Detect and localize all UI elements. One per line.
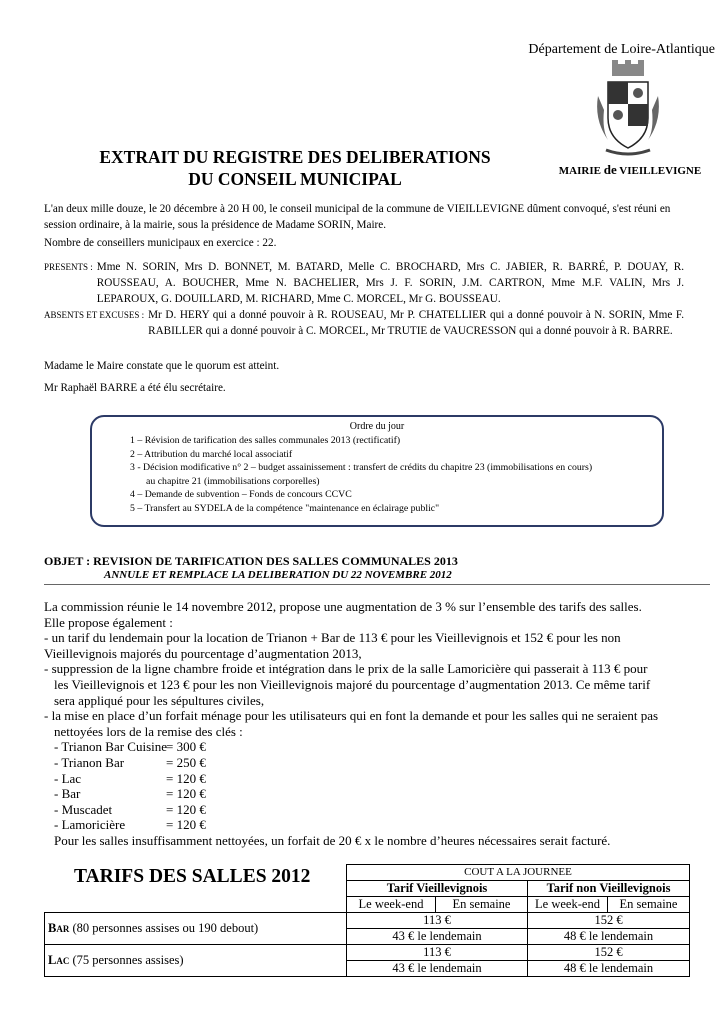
body-line: - suppression de la ligne chambre froide et intégration dans le prix de la salle Lamoricière qui passerait à 113 € pour: [44, 661, 648, 677]
agenda-item: 1 – Révision de tarification des salles communales 2013 (rectificatif): [130, 435, 401, 446]
presents-text: Mme N. SORIN, Mrs D. BONNET, M. BATARD, Melle C. BROCHARD, Mrs C. JABIER, R. BARRÉ, P. DOUAY, R. ROUSSEAU, A. BOUCHER, Mme N. BACHELIER, Mrs J. F. SORIN, J.M. CARTRON, Mme M.F. VALIN, Mrs J. LEPAROUX, G. DOUILLARD, M. RICHARD, Mme C. MORCEL, Mr G. BOUSSEAU.: [96, 261, 684, 305]
agenda-item: 4 – Demande de subvention – Fonds de concours CCVC: [130, 489, 352, 500]
objet-subtitle: ANNULE ET REMPLACE LA DELIBERATION DU 22 NOVEMBRE 2012: [104, 569, 452, 581]
salle-desc: (80 personnes assises ou 190 debout): [72, 921, 259, 935]
body-line: - un tarif du lendemain pour la location de Trianon + Bar de 113 € pour les Vieillevignois et 152 € pour les non: [44, 630, 621, 646]
body-line: Vieillevignois majorés du pourcentage d’augmentation 2013,: [44, 645, 362, 661]
salle-name: Lac: [48, 953, 70, 967]
forfait-salle: - Trianon Bar Cuisine: [54, 739, 168, 755]
forfait-prix: = 300 €: [166, 739, 206, 755]
presents-label: PRESENTS :: [44, 262, 93, 272]
lendemain-non-vieillevignois: 48 € le lendemain: [528, 961, 690, 977]
lendemain-vieillevignois: 43 € le lendemain: [347, 961, 528, 977]
price-non-vieillevignois: 152 €: [528, 945, 690, 961]
forfait-item: [44, 755, 694, 771]
deliberation-body: [44, 599, 694, 849]
absents-block: [44, 307, 684, 339]
cout-header: COUT A LA JOURNEE: [347, 865, 690, 881]
agenda-item: 2 – Attribution du marché local associatif: [130, 448, 293, 460]
presents-block: [44, 259, 684, 307]
tarifs-table: [44, 864, 690, 977]
departement-label: Département de Loire-Atlantique: [528, 42, 715, 57]
forfait-salle: - Trianon Bar: [54, 754, 125, 770]
forfait-item: [44, 739, 694, 755]
forfait-prix: = 120 €: [166, 770, 206, 786]
body-closing: Pour les salles insuffisamment nettoyées, un forfait de 20 € x le nombre d’heures nécessaires serait facturé.: [54, 832, 611, 848]
forfait-salle: - Lamoricière: [54, 817, 126, 833]
forfait-salle: - Bar: [54, 786, 81, 802]
absents-label: ABSENTS ET EXCUSES :: [44, 310, 145, 320]
mairie-label: [540, 162, 720, 178]
tarifs-title: TARIFS DES SALLES 2012: [74, 866, 311, 887]
forfait-item: [44, 786, 694, 802]
intro-paragraph: L'an deux mille douze, le 20 décembre à 20 H 00, le conseil municipal de la commune de VIEILLEVIGNE dûment convoqué, s'est réuni en session ordinaire, à la mairie, sous la présidence de Madame SORIN, Maire.: [44, 203, 671, 231]
table-row: [45, 913, 690, 929]
price-non-vieillevignois: 152 €: [528, 913, 690, 929]
body-line: - la mise en place d’un forfait ménage pour les utilisateurs qui en font la demande et pour les salles qui ne seraient pas: [44, 708, 659, 724]
col-vieillevignois: Tarif Vieillevignois: [347, 881, 528, 897]
forfait-item: [44, 771, 694, 787]
forfait-salle: - Muscadet: [54, 801, 113, 817]
agenda-box: [90, 415, 664, 527]
agenda-item: 3 - Décision modificative n° 2 – budget assainissement : transfert de crédits du chapitre 23 (immobilisations en cours): [130, 462, 593, 473]
objet-title: OBJET : REVISION DE TARIFICATION DES SALLES COMMUNALES 2013: [44, 554, 458, 568]
forfait-prix: = 250 €: [166, 754, 206, 770]
conseillers-count: Nombre de conseillers municipaux en exercice : 22.: [44, 237, 277, 249]
col-semaine: En semaine: [608, 897, 690, 913]
forfait-item: [44, 817, 694, 833]
forfait-salle: - Lac: [54, 770, 82, 786]
lendemain-vieillevignois: 43 € le lendemain: [347, 929, 528, 945]
col-weekend: Le week-end: [528, 897, 608, 913]
title-line-1: EXTRAIT DU REGISTRE DES DELIBERATIONS: [99, 147, 491, 167]
col-non-vieillevignois: Tarif non Vieillevignois: [528, 881, 690, 897]
price-vieillevignois: 113 €: [347, 945, 528, 961]
forfait-prix: = 120 €: [166, 817, 206, 833]
absents-text: Mr D. HERY qui a donné pouvoir à R. ROUSEAU, Mr P. CHATELLIER qui a donné pouvoir à N. SORIN, Mme F. RABILLER qui a donné pouvoir à C. MORCEL, Mr TRUTIE de VAUCRESSON qui a donné pouvoir à R. BARRE.: [148, 309, 684, 337]
document-title: [40, 146, 550, 190]
body-line: les Vieillevignois et 123 € pour les non Vieillevignois majoré du pourcentage d’augmentation 2013. Ce même tarif: [54, 676, 651, 692]
salle-desc: (75 personnes assises): [72, 953, 184, 967]
col-semaine: En semaine: [436, 897, 528, 913]
mairie-name: VIEILLEVIGNE: [619, 165, 702, 177]
salle-cell: [45, 945, 347, 977]
coat-of-arms-logo: [592, 60, 664, 160]
salle-name: Bar: [48, 921, 70, 935]
mairie-prefix: MAIRIE: [558, 165, 601, 177]
forfait-prix: = 120 €: [166, 801, 206, 817]
title-line-2: DU CONSEIL MUNICIPAL: [188, 169, 402, 189]
body-line: Elle propose également :: [44, 614, 173, 630]
quorum-text: Madame le Maire constate que le quorum est atteint.: [44, 360, 280, 372]
agenda-item-continuation: au chapitre 21 (immobilisations corporelles): [146, 475, 320, 487]
body-line: nettoyées lors de la remise des clés :: [54, 723, 243, 739]
salle-cell: [45, 913, 347, 945]
mairie-de: de: [603, 162, 617, 177]
agenda-item: 5 – Transfert au SYDELA de la compétence "maintenance en éclairage public": [130, 502, 440, 514]
table-row: [45, 945, 690, 961]
secretaire-text: Mr Raphaël BARRE a été élu secrétaire.: [44, 382, 226, 394]
forfait-prix: = 120 €: [166, 786, 206, 802]
forfait-item: [44, 802, 694, 818]
body-line: La commission réunie le 14 novembre 2012, propose une augmentation de 3 % sur l’ensemble des tarifs des salles.: [44, 599, 642, 614]
divider: [44, 584, 710, 585]
price-vieillevignois: 113 €: [347, 913, 528, 929]
agenda-title: Ordre du jour: [349, 421, 405, 432]
lendemain-non-vieillevignois: 48 € le lendemain: [528, 929, 690, 945]
body-line: sera appliqué pour les sépultures civiles,: [54, 692, 265, 708]
col-weekend: Le week-end: [347, 897, 436, 913]
